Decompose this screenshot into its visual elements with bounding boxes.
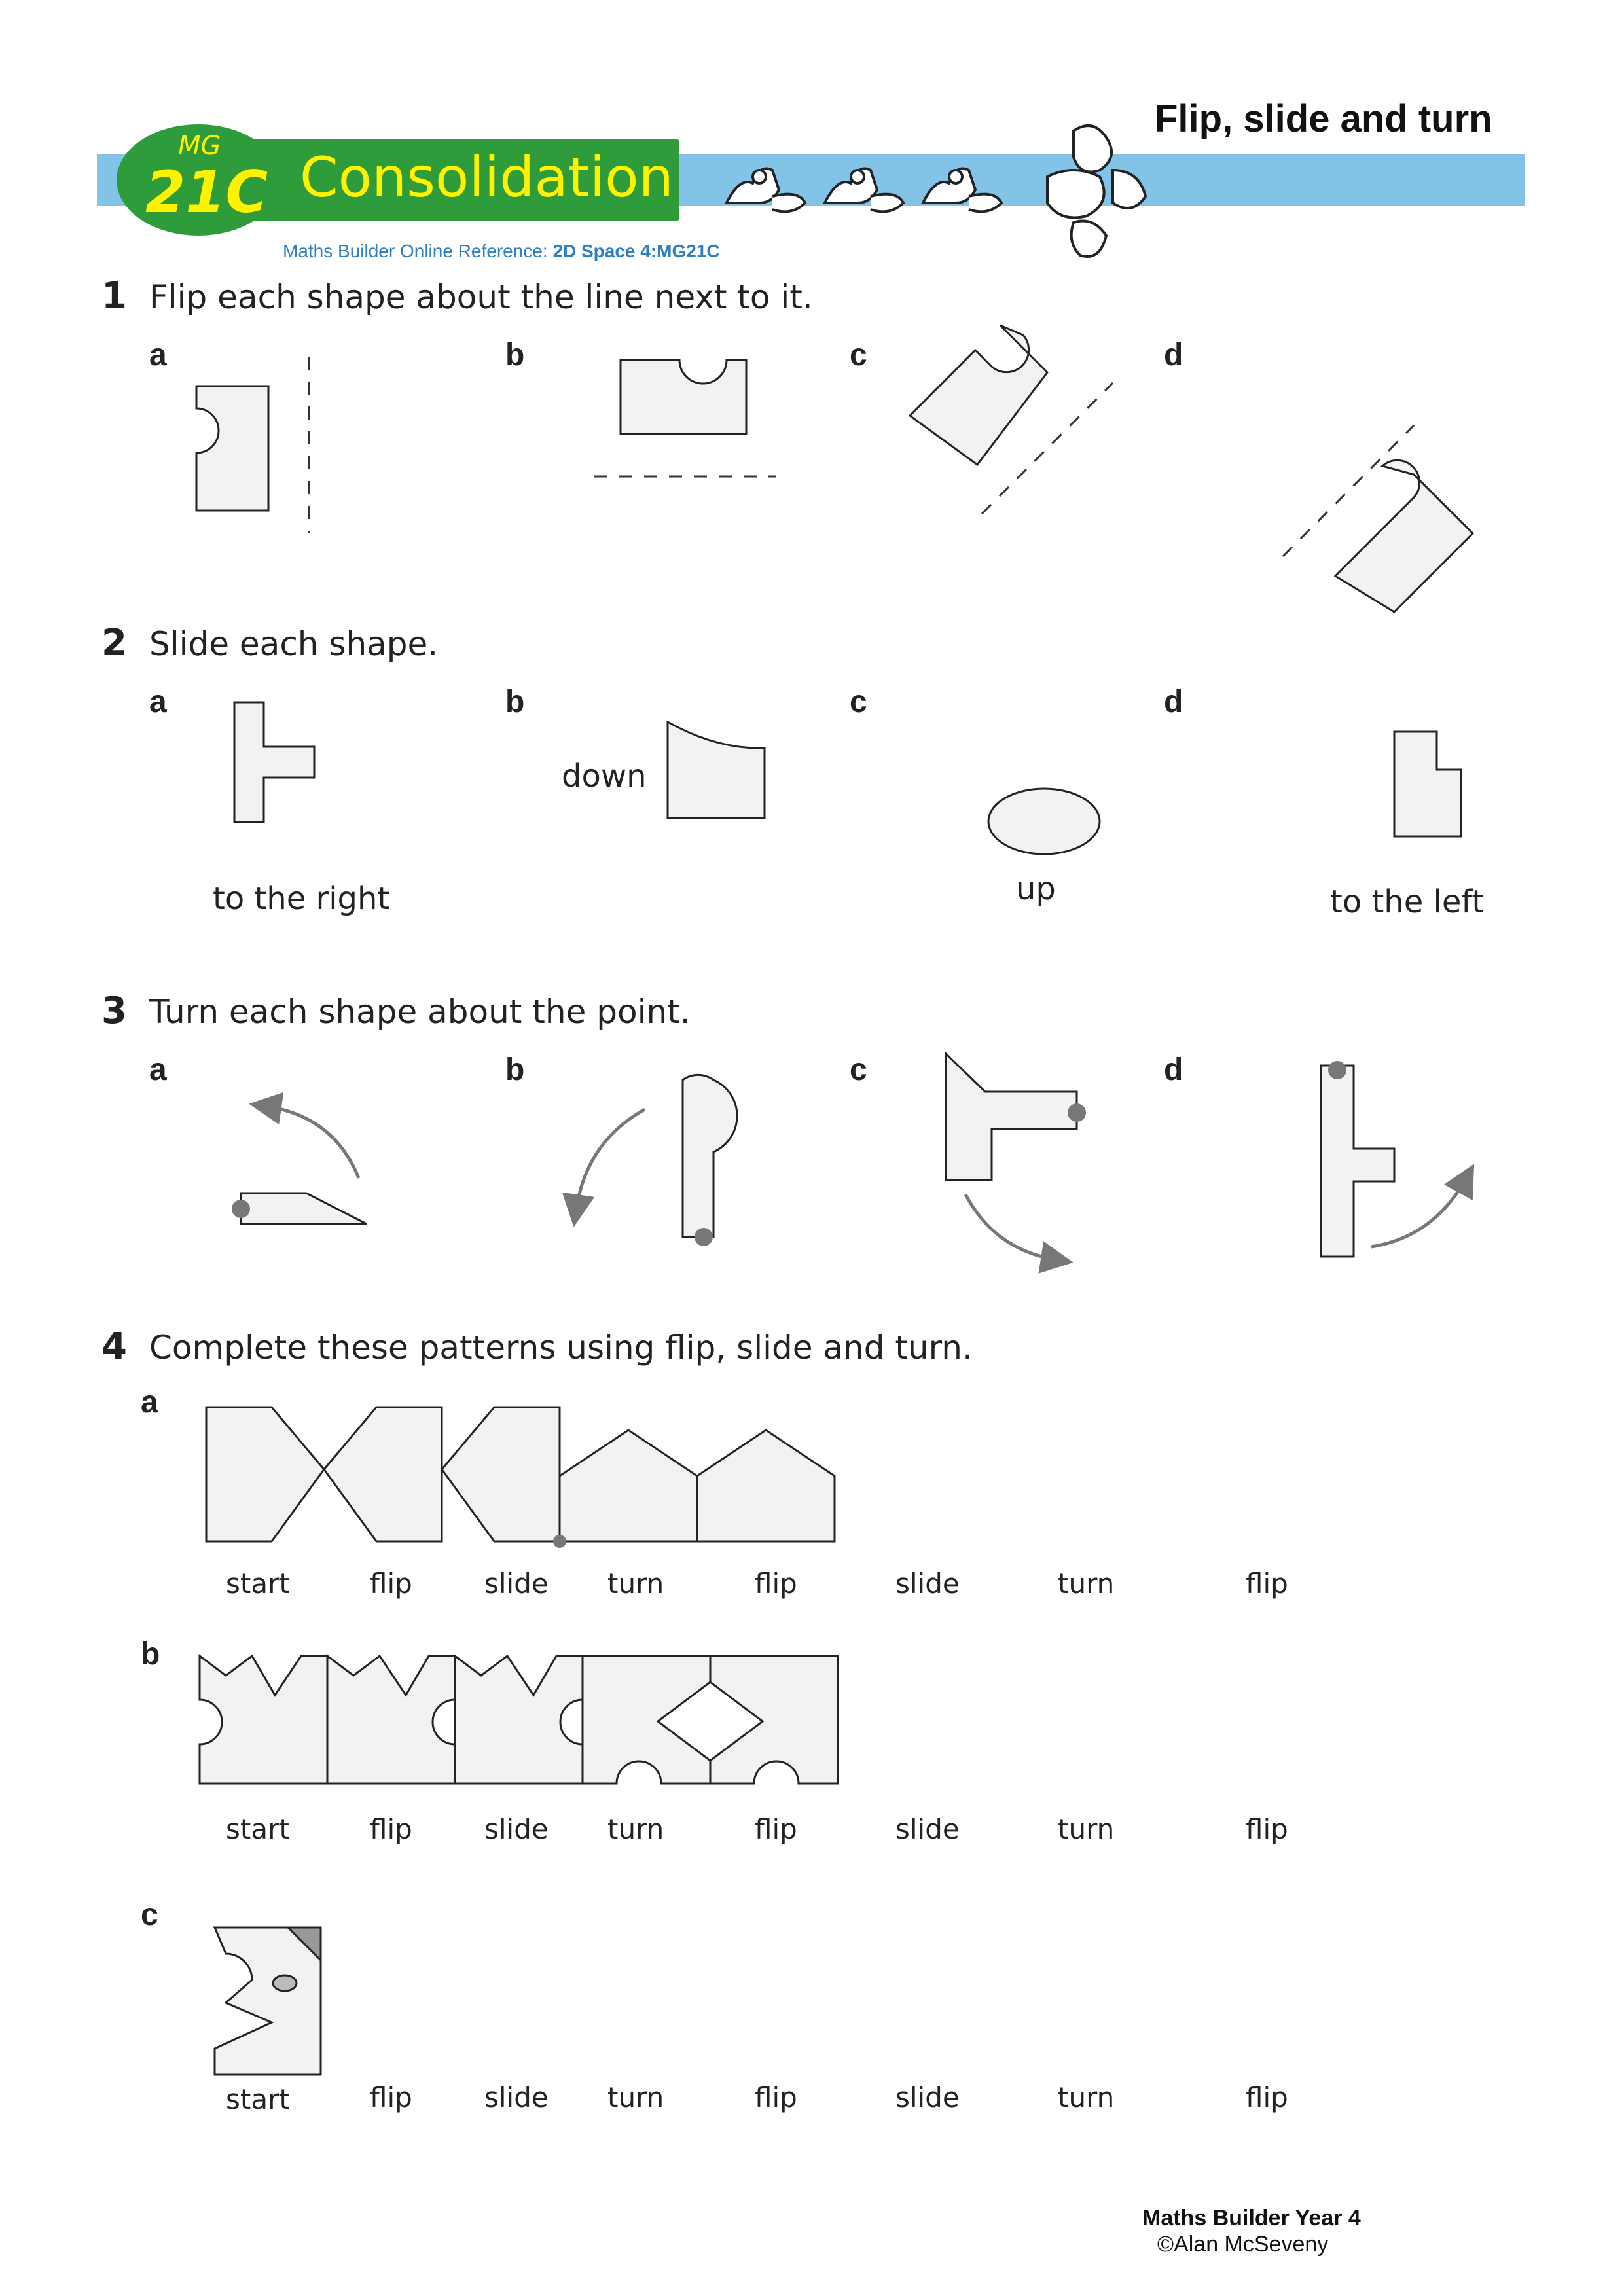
q3-figures [0,1047,1624,1309]
seq-slide: slide [484,1568,549,1600]
q3d-turn-arrow [1371,1178,1466,1247]
part-label-b: b [505,338,525,372]
question-number: 1 [101,275,127,317]
part-label-d: d [1164,1052,1183,1087]
q3c-shape [946,1054,1077,1180]
q4b-slide-shape [455,1656,583,1784]
question-text: Complete these patterns using flip, slide and turn. [149,1329,973,1367]
q3a-shape [241,1193,367,1224]
q1a-shape [196,386,268,511]
q3b-shape [683,1075,737,1237]
seq-start: start [226,2083,290,2115]
part-label-c: c [850,338,867,372]
q3d-turn-point [1328,1061,1346,1079]
part-label-c: c [850,685,867,719]
question-number: 4 [101,1325,127,1368]
seq-slide: slide [895,1813,960,1845]
q4b-start-shape [200,1656,327,1784]
seq-start: start [226,1813,290,1845]
q3b-turn-arrow [576,1109,645,1211]
seq-flip: flip [755,1568,797,1600]
badge-small: MG [178,131,221,161]
seq-turn: turn [607,1568,664,1600]
q2d-shape [1394,732,1461,836]
q3c-turn-point [1068,1103,1086,1122]
q3b-turn-point [695,1228,713,1246]
direction-down: down [562,758,647,795]
seq-slide: slide [484,2081,549,2113]
q2a-shape [234,702,314,822]
direction-right: to the right [213,880,390,917]
page-title: Consolidation [300,145,674,209]
part-label-b: b [505,1052,525,1087]
direction-up: up [1016,870,1056,907]
part-label-a: a [149,338,167,372]
footer-book: Maths Builder Year 4 [1142,2206,1361,2231]
question-text: Flip each shape about the line next to it. [149,278,813,316]
part-label-a: a [149,1052,167,1087]
seq-flip: flip [370,1568,412,1600]
q3a-turn-arrow [265,1106,359,1178]
badge-code: 21C [145,158,268,226]
seq-slide: slide [895,2081,960,2113]
q3a-turn-point [232,1200,250,1218]
question-number: 2 [101,622,127,664]
q2-figures [0,655,1624,916]
q4-figures [0,1374,1624,2094]
question-number: 3 [101,990,127,1032]
q3d-shape [1321,1066,1394,1257]
part-label-a: a [141,1385,158,1420]
part-label-b: b [505,685,525,719]
part-label-d: d [1164,338,1183,372]
seq-flip: flip [755,2081,797,2113]
part-label-d: d [1164,685,1183,719]
q2b-shape [668,722,765,818]
footer-copyright: ©Alan McSeveny [1157,2232,1329,2257]
q1-figures [0,0,1624,655]
q1c-shape [910,325,1047,465]
reference-code: 2D Space 4:MG21C [552,241,720,261]
seq-flip: flip [370,2081,412,2113]
q3c-turn-arrow [965,1194,1057,1260]
seq-slide: slide [484,1813,549,1845]
q1b-shape [621,360,746,434]
seq-start: start [226,1568,290,1600]
seq-turn: turn [1058,2081,1115,2113]
seq-flip: flip [1246,1813,1288,1845]
part-label-b: b [141,1637,160,1672]
part-label-c: c [141,1897,158,1932]
seq-turn: turn [607,2081,664,2113]
topic-heading: Flip, slide and turn [1155,98,1492,140]
direction-left: to the left [1330,884,1485,920]
seq-turn: turn [1058,1568,1115,1600]
question-text: Slide each shape. [149,625,439,663]
q4c-start-shape [215,1928,321,2075]
q4a-flip2-shape [697,1430,835,1541]
seq-turn: turn [1058,1813,1115,1845]
q4a-turn-shape [560,1430,697,1541]
seq-flip: flip [1246,2081,1288,2113]
q4a-slide-shape [442,1407,560,1541]
seq-turn: turn [607,1813,664,1845]
reference-prefix: Maths Builder Online Reference: [283,241,553,261]
part-label-a: a [149,685,167,719]
q2c-shape [988,789,1100,854]
q4a-flip-shape [324,1407,442,1541]
q4a-start-shape [206,1407,324,1541]
q4b-flip-shape [327,1656,455,1784]
seq-flip: flip [1246,1568,1288,1600]
seq-flip: flip [755,1813,797,1845]
question-text: Turn each shape about the point. [149,993,691,1031]
q4c-eye-mark [273,1975,297,1991]
part-label-c: c [850,1052,867,1087]
seq-flip: flip [370,1813,412,1845]
q4a-turn-point [553,1535,566,1548]
seq-slide: slide [895,1568,960,1600]
